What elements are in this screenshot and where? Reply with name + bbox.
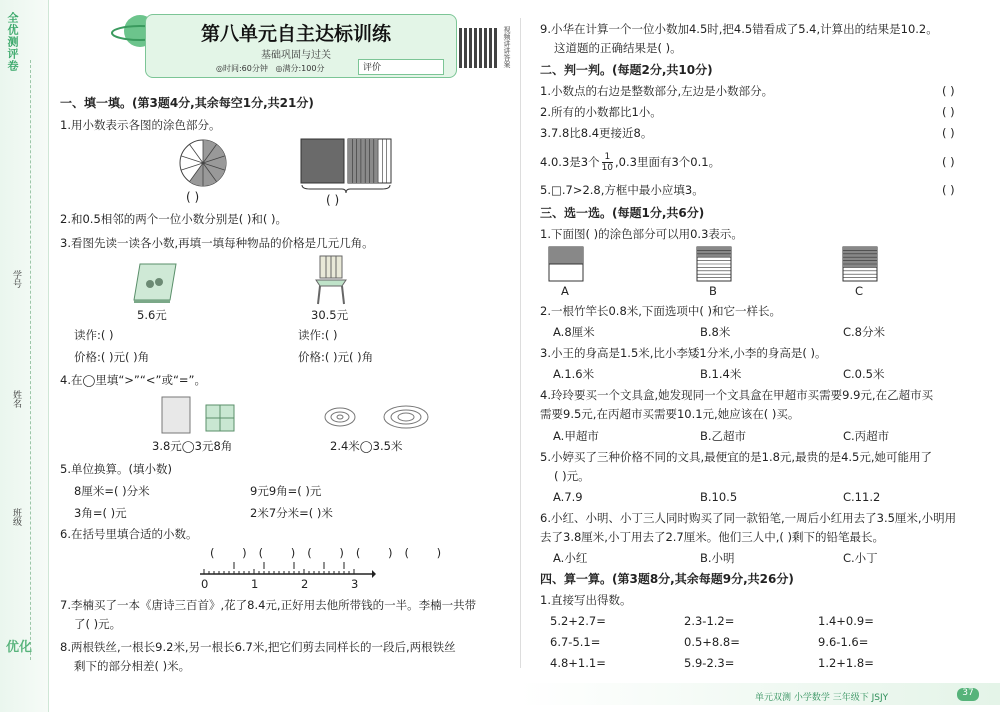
choice-2-option-c[interactable]: C.8分米 bbox=[843, 325, 886, 339]
q3-price-2: 30.5元 bbox=[311, 308, 349, 322]
fraction bbox=[602, 152, 613, 173]
choice-5-line-1: 5.小婷买了三种价格不同的文具,最便宜的是1.8元,最贵的是4.5元,她可能用了 bbox=[540, 450, 933, 464]
choice-6-option-c[interactable]: C.小丁 bbox=[843, 551, 878, 565]
choice-6-option-b[interactable]: B.小明 bbox=[700, 551, 735, 565]
chair-picture bbox=[312, 254, 350, 306]
q5-b[interactable]: 9元9角=( )元 bbox=[250, 484, 322, 498]
judge-2-answer[interactable]: ( ) bbox=[942, 105, 955, 119]
choice-1-option-b[interactable]: B bbox=[709, 284, 717, 298]
xuehao-label: 学号 bbox=[11, 270, 21, 288]
choice-4-option-c[interactable]: C.丙超市 bbox=[843, 429, 890, 443]
choice-3: 3.小王的身高是1.5米,比小李矮1分米,小李的身高是( )。 bbox=[540, 346, 827, 360]
q6-tick-3: 3 bbox=[351, 577, 359, 591]
snack-gift-picture bbox=[160, 393, 238, 435]
choice-2: 2.一根竹竿长0.8米,下面选项中( )和它一样长。 bbox=[540, 304, 782, 318]
choice-6-line-2: 去了3.8厘米,小丁用去了2.7厘米。他们三人中,( )剩下的铅笔最长。 bbox=[540, 530, 885, 544]
q3-value-2[interactable]: 价格:( )元( )角 bbox=[298, 350, 374, 364]
choice-1-option-c[interactable]: C bbox=[855, 284, 864, 298]
choice-1-figure-a bbox=[548, 246, 584, 282]
choice-5-option-b[interactable]: B.10.5 bbox=[700, 490, 738, 504]
q3-text: 3.看图先读一读各小数,再填一填每种物品的价格是几元几角。 bbox=[60, 236, 374, 250]
title-banner bbox=[145, 14, 457, 78]
q6-tick-0: 0 bbox=[201, 577, 209, 591]
section-2-title: 二、判一判。(每题2分,共10分) bbox=[540, 63, 713, 77]
q6-text: 6.在括号里填合适的小数。 bbox=[60, 527, 198, 541]
fraction-denominator: 10 bbox=[601, 163, 614, 173]
score-box[interactable]: 评价 bbox=[358, 59, 444, 75]
q1-text: 1.用小数表示各图的涂色部分。 bbox=[60, 118, 221, 132]
q3-value-1[interactable]: 价格:( )元( )角 bbox=[74, 350, 150, 364]
choice-3-option-c[interactable]: C.0.5米 bbox=[843, 367, 885, 381]
qr-code-icon[interactable] bbox=[459, 28, 499, 68]
calc-item[interactable]: 1.2+1.8= bbox=[818, 656, 874, 670]
choice-3-option-a[interactable]: A.1.6米 bbox=[553, 367, 595, 381]
choice-1: 1.下面图( )的涂色部分可以用0.3表示。 bbox=[540, 227, 743, 241]
choice-3-option-b[interactable]: B.1.4米 bbox=[700, 367, 742, 381]
calc-item[interactable]: 0.5+8.8= bbox=[684, 635, 740, 649]
q9-line-2[interactable]: 这道题的正确结果是( )。 bbox=[554, 41, 682, 55]
judge-3-answer[interactable]: ( ) bbox=[942, 126, 955, 140]
time-limit: ◎时间:60分钟 bbox=[216, 64, 268, 73]
binding-margin bbox=[0, 0, 49, 712]
choice-6-line-1: 6.小红、小明、小丁三人同时购买了同一款铅笔,一周后小红用去了3.5厘米,小明用 bbox=[540, 511, 957, 525]
choice-4-option-b[interactable]: B.乙超市 bbox=[700, 429, 747, 443]
q1-circle-figure bbox=[178, 138, 228, 188]
choice-2-option-a[interactable]: A.8厘米 bbox=[553, 325, 595, 339]
number-line bbox=[196, 560, 376, 590]
judge-2: 2.所有的小数都比1小。 bbox=[540, 105, 662, 119]
choice-4-option-a[interactable]: A.甲超市 bbox=[553, 429, 599, 443]
choice-5-line-2: ( )元。 bbox=[554, 469, 590, 483]
calc-item[interactable]: 6.7-5.1= bbox=[550, 635, 601, 649]
judge-5: 5.□.7>2.8,方框中最小应填3。 bbox=[540, 183, 704, 197]
judge-3: 3.7.8比8.4更接近8。 bbox=[540, 126, 653, 140]
choice-1-figure-b bbox=[696, 246, 732, 282]
q6-tick-2: 2 bbox=[301, 577, 309, 591]
page-number: 37 bbox=[957, 688, 979, 701]
choice-5-option-c[interactable]: C.11.2 bbox=[843, 490, 881, 504]
choice-4-line-1: 4.玲玲要买一个文具盒,她发现同一个文具盒在甲超市买需要9.9元,在乙超市买 bbox=[540, 388, 934, 402]
q8-line-1: 8.两根铁丝,一根长9.2米,另一根长6.7米,把它们剪去同样长的一段后,两根铁丝 bbox=[60, 640, 456, 654]
full-score: ◎满分:100分 bbox=[275, 64, 325, 73]
q6-answers[interactable]: ( )( )( )( )( ) bbox=[210, 546, 454, 560]
logo: 优化 bbox=[6, 640, 33, 655]
choice-6-option-a[interactable]: A.小红 bbox=[553, 551, 588, 565]
q3-read-2[interactable]: 读作:( ) bbox=[298, 328, 338, 342]
calc-item[interactable]: 9.6-1.6= bbox=[818, 635, 869, 649]
choice-1-option-a[interactable]: A bbox=[561, 284, 569, 298]
q7-line-2[interactable]: 了( )元。 bbox=[74, 617, 122, 631]
section-3-title: 三、选一选。(每题1分,共6分) bbox=[540, 206, 705, 220]
cut-line bbox=[30, 60, 31, 660]
q5-c[interactable]: 3角=( )元 bbox=[74, 506, 127, 520]
q1-grid-figure bbox=[300, 138, 392, 184]
q2-text: 2.和0.5相邻的两个一位小数分别是( )和( )。 bbox=[60, 212, 288, 226]
page-subtitle: 基础巩固与过关 bbox=[261, 50, 331, 61]
rope-coils-picture bbox=[322, 404, 432, 430]
q5-a[interactable]: 8厘米=( )分米 bbox=[74, 484, 150, 498]
q4-compare-a[interactable]: 3.8元◯3元8角 bbox=[152, 439, 233, 453]
page-title: 第八单元自主达标训练 bbox=[200, 23, 391, 45]
q6-tick-1: 1 bbox=[251, 577, 259, 591]
column-divider bbox=[520, 18, 521, 668]
q1-answer-1[interactable]: ( ) bbox=[186, 190, 200, 204]
judge-4-part-1: 4.0.3是3个 bbox=[540, 155, 600, 169]
q8-line-2[interactable]: 剩下的部分相差( )米。 bbox=[74, 659, 191, 673]
book-picture bbox=[132, 262, 178, 304]
calc-item[interactable]: 5.9-2.3= bbox=[684, 656, 735, 670]
choice-2-option-b[interactable]: B.8米 bbox=[700, 325, 731, 339]
q9-line-1: 9.小华在计算一个一位小数加4.5时,把4.5错看成了5.4,计算出的结果是10.2。 bbox=[540, 22, 938, 36]
q3-price-1: 5.6元 bbox=[137, 308, 167, 322]
q3-read-1[interactable]: 读作:( ) bbox=[74, 328, 114, 342]
section-4-title: 四、算一算。(第3题8分,其余每题9分,共26分) bbox=[540, 572, 794, 586]
calc-item[interactable]: 1.4+0.9= bbox=[818, 614, 874, 628]
q5-text: 5.单位换算。(填小数) bbox=[60, 462, 172, 476]
exam-meta bbox=[216, 63, 324, 74]
footer-text: 单元双测 小学数学 三年级下 JSJY bbox=[755, 693, 889, 703]
banji-label: 班级 bbox=[11, 508, 21, 526]
choice-4-line-2: 需要9.5元,在丙超市买需要10.1元,她应该在( )买。 bbox=[540, 407, 800, 421]
judge-4 bbox=[540, 152, 720, 173]
judge-1: 1.小数点的右边是整数部分,左边是小数部分。 bbox=[540, 84, 774, 98]
qr-caption: 视频讲讲答案 bbox=[503, 26, 511, 68]
judge-1-answer[interactable]: ( ) bbox=[942, 84, 955, 98]
calc-item[interactable]: 2.3-1.2= bbox=[684, 614, 735, 628]
judge-4-answer[interactable]: ( ) bbox=[942, 155, 955, 169]
calc-item[interactable]: 5.2+2.7= bbox=[550, 614, 606, 628]
q4-compare-b[interactable]: 2.4米◯3.5米 bbox=[330, 439, 403, 453]
q5-d[interactable]: 2米7分米=( )米 bbox=[250, 506, 333, 520]
choice-1-figure-c bbox=[842, 246, 878, 282]
judge-5-answer[interactable]: ( ) bbox=[942, 183, 955, 197]
choice-5-option-a[interactable]: A.7.9 bbox=[553, 490, 583, 504]
q1-answer-2[interactable]: ( ) bbox=[326, 193, 340, 207]
calc-item[interactable]: 4.8+1.1= bbox=[550, 656, 606, 670]
xingming-label: 姓名 bbox=[11, 390, 21, 408]
fraction-numerator: 1 bbox=[602, 152, 613, 163]
judge-4-part-2: ,0.3里面有3个0.1。 bbox=[615, 155, 721, 169]
q4-text: 4.在◯里填“>”“<”或“=”。 bbox=[60, 373, 206, 387]
calc-1-title: 1.直接写出得数。 bbox=[540, 593, 632, 607]
q1-brace bbox=[300, 184, 392, 194]
brand-vertical: 全优测评卷 bbox=[6, 12, 19, 72]
section-1-title: 一、填一填。(第3题4分,其余每空1分,共21分) bbox=[60, 96, 314, 110]
q7-line-1: 7.李楠买了一本《唐诗三百首》,花了8.4元,正好用去他所带钱的一半。李楠一共带 bbox=[60, 598, 477, 612]
